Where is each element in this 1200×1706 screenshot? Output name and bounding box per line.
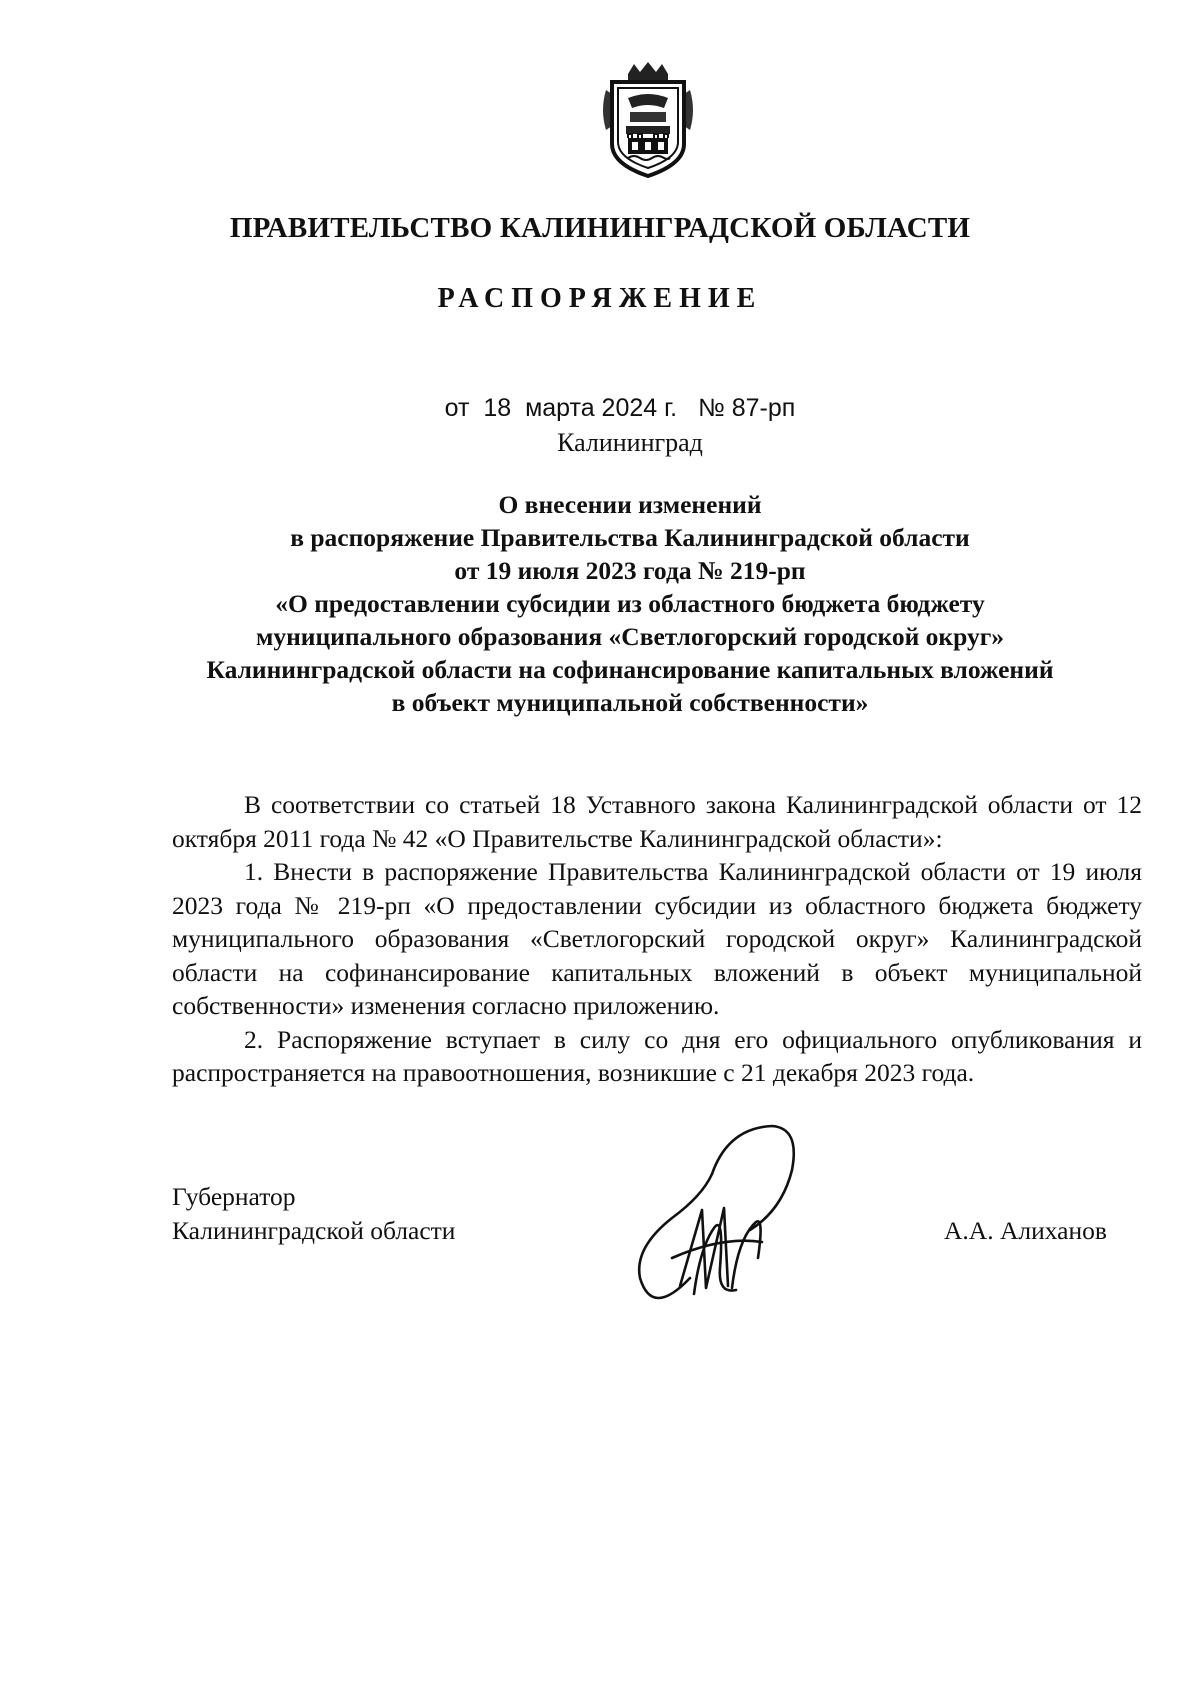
document-body [172, 788, 1142, 1090]
signatory-name: А.А. Алиханов [944, 1216, 1107, 1245]
date-month-year: марта 2024 г. [525, 394, 678, 422]
signatory-position-line: Калининградской области [172, 1216, 456, 1245]
subject-line: Калининградской области на софинансирование капитальных вложений [206, 655, 1054, 684]
document-date-number [0, 394, 1200, 423]
subject-line: «О предоставлении субсидии из областного бюджета бюджету [275, 589, 985, 618]
handwritten-signature [632, 1118, 802, 1318]
body-item-1: 1. Внести в распоряжение Правительства Калининградской области от 19 июля 2023 года № 219-рп «О предоставлении субсидии из областного бюджета бюджету муниципального образования «Светлогорский городской округ» Калининградской области на софинансирование капитальных вложений в объект муниципальной собственности» изменения согласно приложению. [172, 857, 1142, 1020]
body-item-2: 2. Распоряжение вступает в силу со дня его официального опубликования и распространяется на правоотношения, возникшие с 21 декабря 2023 года. [172, 1024, 1142, 1087]
document-number: № 87-рп [697, 394, 796, 422]
document-subject [150, 488, 1110, 719]
subject-line: в распоряжение Правительства Калининградской области [290, 523, 970, 552]
subject-line: в объект муниципальной собственности» [391, 688, 869, 717]
document-type: РАСПОРЯЖЕНИЕ [437, 283, 763, 314]
signatory-position-line: Губернатор [172, 1182, 296, 1211]
signatory-position [172, 1180, 455, 1248]
government-title: ПРАВИТЕЛЬСТВО КАЛИНИНГРАДСКОЙ ОБЛАСТИ [229, 212, 971, 244]
subject-line: от 19 июля 2023 года № 219-рп [454, 556, 806, 585]
coat-of-arms-icon [598, 60, 698, 182]
date-day: 18 [483, 394, 512, 422]
body-preamble: В соответствии со статьей 18 Уставного закона Калининградской области от 12 октября 2011 года № 42 «О Правительстве Калининградской области»: [172, 790, 1142, 853]
date-prefix: от [444, 394, 470, 422]
subject-line: муниципального образования «Светлогорский городской округ» [255, 622, 1005, 651]
subject-line: О внесении изменений [498, 490, 762, 519]
document-city: Калининград [557, 428, 703, 457]
